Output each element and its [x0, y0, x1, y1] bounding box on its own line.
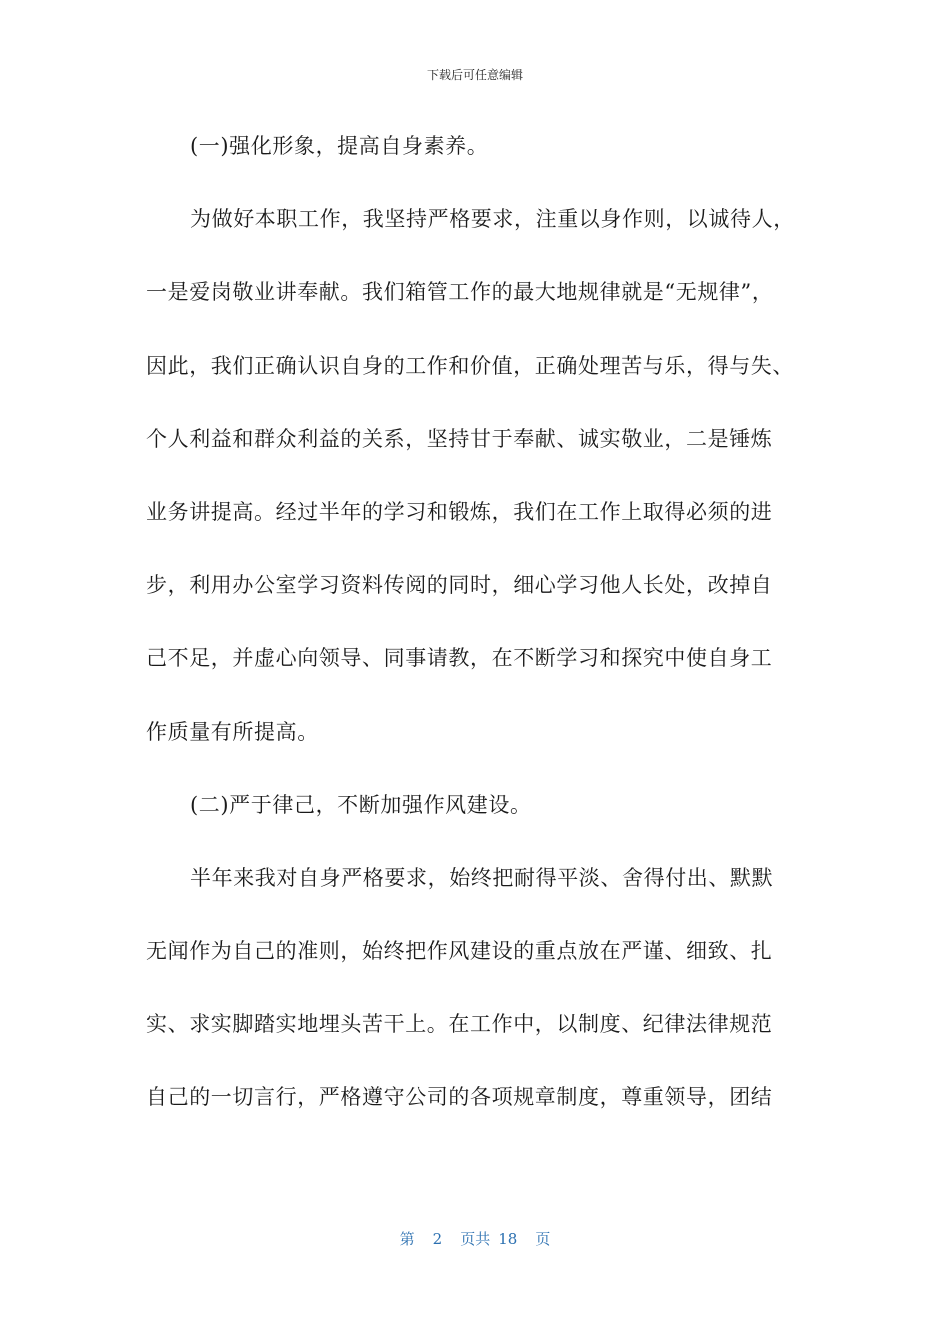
- page-footer: [0, 1228, 950, 1249]
- paragraph-line: 无闻作为自己的准则，始终把作风建设的重点放在严谨、细致、扎: [146, 939, 773, 964]
- page-middle: 页共: [460, 1230, 491, 1248]
- page-prefix: 第: [399, 1230, 415, 1248]
- paragraph-line: 业务讲提高。经过半年的学习和锻炼，我们在工作上取得必须的进: [146, 499, 773, 524]
- page-suffix: 页: [535, 1230, 551, 1248]
- total-pages: 18: [498, 1230, 518, 1248]
- paragraph-line: 个人利益和群众利益的关系，坚持甘于奉献、诚实敬业，二是锤炼: [146, 426, 773, 451]
- paragraph-line: 己不足，并虚心向领导、同事请教，在不断学习和探究中使自身工: [146, 646, 773, 671]
- paragraph-line: 作质量有所提高。: [146, 719, 319, 744]
- paragraph-line: 实、求实脚踏实地埋头苦干上。在工作中，以制度、纪律法律规范: [146, 1012, 773, 1037]
- paragraph-line: 为做好本职工作，我坚持严格要求，注重以身作则，以诚待人，: [190, 207, 795, 232]
- paragraph-line: 因此，我们正确认识自身的工作和价值，正确处理苦与乐，得与失、: [146, 353, 794, 378]
- header-note: 下载后可任意编辑: [426, 68, 523, 82]
- paragraph-line: 自己的一切言行，严格遵守公司的各项规章制度，尊重领导，团结: [146, 1085, 773, 1110]
- paragraph-line: 半年来我对自身严格要求，始终把耐得平淡、舍得付出、默默: [190, 865, 774, 890]
- document-body: [146, 128, 808, 1153]
- paragraph-line: 一是爱岗敬业讲奉献。我们箱管工作的最大地规律就是“无规律”，: [146, 280, 774, 305]
- page-number: 2: [432, 1230, 443, 1248]
- paragraph-line: (一)强化形象，提高自身素养。: [190, 134, 489, 158]
- paragraph-line: (二)严于律己，不断加强作风建设。: [190, 792, 532, 817]
- paragraph-line: 步，利用办公室学习资料传阅的同时，细心学习他人长处，改掉自: [146, 573, 773, 598]
